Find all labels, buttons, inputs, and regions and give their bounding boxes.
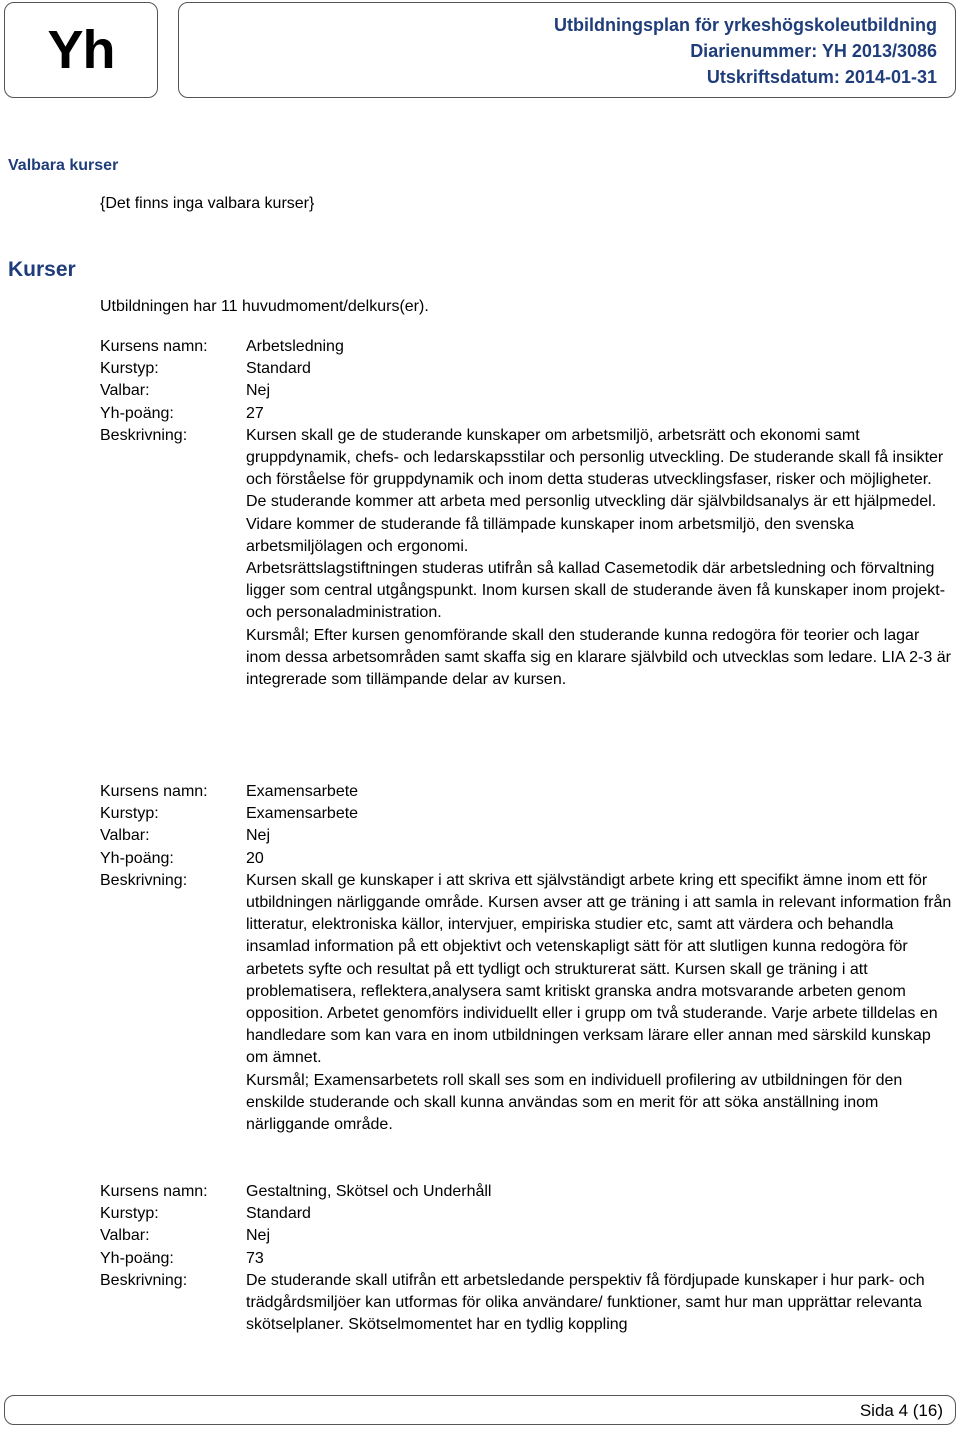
course-points-row: [100, 848, 956, 870]
course-description-row: [100, 425, 956, 691]
course-name-row: [100, 336, 956, 358]
course-name: Gestaltning, Skötsel och Underhåll: [246, 1183, 492, 1200]
course-name: Examensarbete: [246, 783, 359, 800]
label-points: Yh-poäng:: [100, 849, 174, 867]
course-points: 73: [246, 1249, 264, 1267]
course-block: [100, 1181, 956, 1336]
label-course-type: Kurstyp:: [100, 805, 159, 823]
print-date: Utskriftsdatum: 2014-01-31: [706, 67, 937, 87]
course-type-row: [100, 803, 956, 825]
section-heading-elective: Valbara kurser: [8, 157, 119, 174]
course-description: [246, 425, 956, 691]
section-heading-courses: Kurser: [8, 258, 76, 281]
document-title: Utbildningsplan för yrkeshögskoleutbildning: [553, 15, 937, 35]
description-paragraph: Kursmål; Examensarbetets roll skall ses som en individuell profilering av utbildningen för den enskilde studerande och skall kunna användas som en merit för att söka anställning inom närliggande område.: [246, 1071, 903, 1134]
label-elective: Valbar:: [100, 827, 150, 845]
course-elective-row: [100, 1225, 956, 1247]
label-description: Beskrivning:: [100, 871, 188, 889]
description-paragraph: Kursen skall ge kunskaper i att skriva ett självständigt arbete kring ett specifikt ämne inom ett för utbildningen närliggande område. Kursen avser att ge träning i att samla in relevant information från litteratur, elektroniska källor, intervjuer, empiriska studier etc, samt att värdera och behandla insamlad information på ett objektivt och vetenskapligt sätt för att slutligen kunna redogöra för arbetets syfte och resultat på ett tydligt och strukturerat sätt. Kursen skall ge träning i att problematisera, reflektera,analysera samt kritiskt granska andra motsvarande arbeten genom opposition. Arbetet genomförs individuellt eller i grupp om två studerande. Varje arbete tilldelas en handledare som kan vara en inom utbildningen verksam lärare eller annan med särskild kunskap om ämnet.: [246, 871, 952, 1067]
label-course-name: Kursens namn:: [100, 338, 208, 355]
course-count-text: Utbildningen har 11 huvudmoment/delkurs(er).: [100, 298, 429, 315]
label-course-type: Kurstyp:: [100, 1205, 159, 1223]
page-number: Sida 4 (16): [859, 1401, 943, 1420]
document-header: [178, 2, 956, 98]
course-elective: Nej: [246, 827, 271, 845]
label-elective: Valbar:: [100, 1227, 150, 1245]
label-elective: Valbar:: [100, 382, 150, 400]
logo-box: [4, 2, 158, 98]
course-description-row: [100, 870, 956, 1136]
course-name: Arbetsledning: [246, 338, 344, 355]
label-course-name: Kursens namn:: [100, 1183, 208, 1200]
course-type: Examensarbete: [246, 805, 359, 823]
description-paragraph: Kursmål; Efter kursen genomförande skall den studerande kunna redogöra för teorier och lagar inom dessa arbetsområden samt skaffa sig en klarare självbild och utvecklas som ledare. LIA 2-3 är integrerade som tillämpande delar av kursen.: [246, 626, 951, 689]
course-description: [246, 1270, 956, 1337]
course-description: [246, 870, 956, 1136]
page-footer: [4, 1395, 956, 1425]
course-type: Standard: [246, 360, 311, 378]
course-type: Standard: [246, 1205, 311, 1223]
course-points-row: [100, 403, 956, 425]
label-points: Yh-poäng:: [100, 404, 174, 422]
label-course-name: Kursens namn:: [100, 783, 208, 800]
description-paragraph: Arbetsrättslagstiftningen studeras utifrån så kallad Casemetodik där arbetsledning och förvaltning ligger som central utgångspunkt. Inom kursen skall de studerande även få kunskaper inom projekt- och personaladministration.: [246, 560, 946, 622]
logo-text: Yh: [47, 20, 115, 80]
course-description-row: [100, 1270, 956, 1337]
label-course-type: Kurstyp:: [100, 360, 159, 378]
no-elective-courses-note: {Det finns inga valbara kurser}: [100, 195, 315, 212]
course-type-row: [100, 358, 956, 380]
course-name-row: [100, 781, 956, 803]
course-points: 27: [246, 404, 264, 422]
course-block: [100, 336, 956, 691]
course-elective: Nej: [246, 382, 271, 400]
course-points-row: [100, 1248, 956, 1270]
diary-number: Diarienummer: YH 2013/3086: [690, 41, 937, 61]
label-points: Yh-poäng:: [100, 1249, 174, 1267]
course-points: 20: [246, 849, 264, 867]
course-elective-row: [100, 825, 956, 847]
course-block: [100, 781, 956, 1136]
course-type-row: [100, 1203, 956, 1225]
description-paragraph: Kursen skall ge de studerande kunskaper om arbetsmiljö, arbetsrätt och ekonomi samt gruppdynamik, chefs- och ledarskapsstilar och personlig utveckling. De studerande skall få insikter och förståelse för gruppdynamik och inom detta studeras utvecklingsfaser, risker och möjligheter. De studerande kommer att arbeta med personlig utveckling där självbildsanalys är ett hjälpmedel. Vidare kommer de studerande få tillämpade kunskaper inom arbetsmiljö, den svenska arbetsmiljölagen och ergonomi.: [246, 426, 944, 555]
course-name-row: [100, 1181, 956, 1203]
label-description: Beskrivning:: [100, 1271, 188, 1289]
course-elective: Nej: [246, 1227, 271, 1245]
description-paragraph: De studerande skall utifrån ett arbetsledande perspektiv få fördjupade kunskaper i hur park- och trädgårdsmiljöer kan utformas för olika användare/ funktioner, samt hur man upprättar relevanta skötselplaner. Skötselmomentet har en tydlig koppling: [246, 1271, 925, 1334]
label-description: Beskrivning:: [100, 426, 188, 444]
course-elective-row: [100, 380, 956, 402]
